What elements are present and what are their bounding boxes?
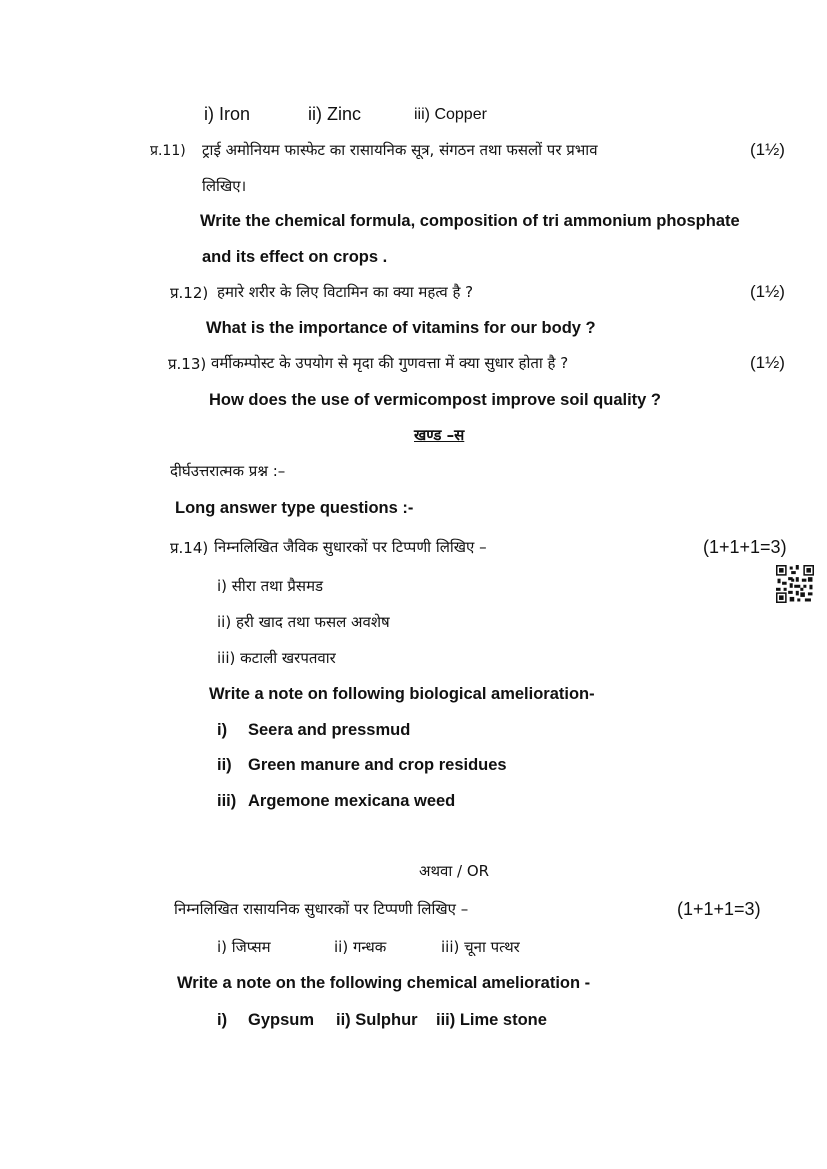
q14-alt-english-item-1: Gypsum [248,1011,315,1029]
q14-english: Write a note on following biological amelioration- [209,685,595,703]
q14-alt-english: Write a note on the following chemical amelioration - [177,974,591,992]
q14-alt-hindi-item-3: iii) चूना पत्थर [441,938,520,956]
or-label: अथवा / OR [419,862,490,880]
section-subtitle-hindi: दीर्घउत्तरात्मक प्रश्न :– [170,462,286,480]
q14-alt-english-item-2: ii) Sulphur [336,1011,418,1029]
q13-hindi: वर्मीकम्पोस्ट के उपयोग से मृदा की गुणवत्ता में क्या सुधार होता है ? [211,354,569,372]
q12-marks: (1½) [750,282,785,301]
q11-english-line2: and its effect on crops . [202,248,388,266]
option-zinc: ii) Zinc [308,104,361,124]
section-subtitle-english: Long answer type questions :- [175,499,414,517]
q13-english: How does the use of vermicompost improve soil quality ? [209,391,662,409]
q14-hindi: निम्नलिखित जैविक सुधारकों पर टिप्पणी लिखिए – [214,538,487,556]
q14-alt-hindi: निम्नलिखित रासायनिक सुधारकों पर टिप्पणी लिखिए – [174,900,469,918]
q14-number: प्र.14) [170,539,209,557]
q14-marks: (1+1+1=3) [703,537,787,557]
q11-number: प्र.11) [150,143,186,159]
q14-alt-english-item-1-marker: i) [217,1011,228,1029]
q13-number: प्र.13) [168,355,207,373]
option-copper: iii) Copper [414,106,487,123]
q14-english-item-3-marker: iii) [217,792,237,810]
q14-alt-english-item-3: iii) Lime stone [436,1011,547,1029]
section-title: खण्ड –स [414,426,465,444]
q14-hindi-item-1: i) सीरा तथा प्रैसमड [217,577,324,595]
q11-hindi-line2: लिखिए। [202,177,247,195]
q14-hindi-item-2: ii) हरी खाद तथा फसल अवशेष [217,613,390,631]
q14-hindi-item-3: iii) कटाली खरपतवार [217,649,336,667]
q12-hindi: हमारे शरीर के लिए विटामिन का क्या महत्व है ? [217,283,474,301]
q12-english: What is the importance of vitamins for our body ? [206,319,596,337]
q14-alt-marks: (1+1+1=3) [677,899,761,919]
qr-code-icon [776,565,814,603]
q14-english-item-2: Green manure and crop residues [248,756,507,774]
q14-alt-hindi-item-1: i) जिप्सम [217,938,271,956]
q11-english-line1: Write the chemical formula, composition of tri ammonium phosphate [200,212,740,230]
q14-english-item-2-marker: ii) [217,756,232,774]
q13-marks: (1½) [750,353,785,372]
q14-english-item-3: Argemone mexicana weed [248,792,456,810]
q12-number: प्र.12) [170,284,209,302]
q14-alt-hindi-item-2: ii) गन्धक [334,938,387,956]
q14-english-item-1: Seera and pressmud [248,721,411,739]
q11-marks: (1½) [750,140,785,159]
q14-english-item-1-marker: i) [217,721,228,739]
option-iron: i) Iron [204,104,251,124]
q11-hindi-line1: ट्राई अमोनियम फास्फेट का रासायनिक सूत्र, संगठन तथा फसलों पर प्रभाव [202,141,598,159]
